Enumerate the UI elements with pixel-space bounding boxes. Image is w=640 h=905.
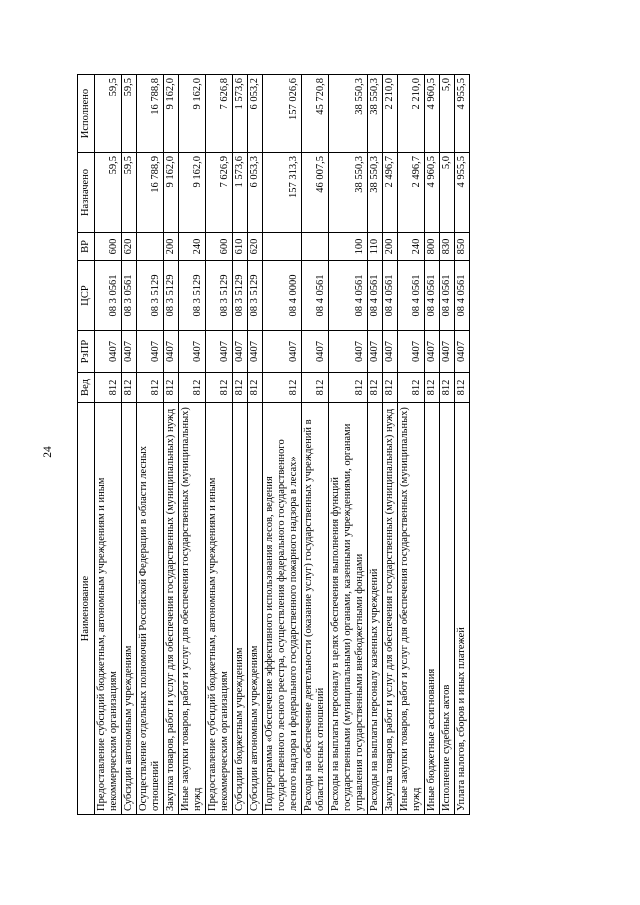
cell-vr: 620 <box>248 233 263 261</box>
cell-rzpr: 0407 <box>263 331 302 373</box>
table-row <box>329 75 368 815</box>
cell-vr: 600 <box>95 233 122 261</box>
cell-csr: 08 3 0561 <box>95 261 122 331</box>
table-row <box>425 75 440 815</box>
cell-planned: 46 007,5 <box>302 153 329 233</box>
cell-rzpr: 0407 <box>440 331 455 373</box>
cell-planned: 4 955,5 <box>455 153 470 233</box>
cell-ved: 812 <box>302 373 329 403</box>
cell-rzpr: 0407 <box>137 331 164 373</box>
cell-ved: 812 <box>425 373 440 403</box>
cell-vr: 240 <box>398 233 425 261</box>
table-row <box>440 75 455 815</box>
cell-name: Иные бюджетные ассигнования <box>425 403 440 815</box>
cell-csr: 08 3 5129 <box>164 261 179 331</box>
cell-rzpr: 0407 <box>398 331 425 373</box>
table-row <box>398 75 425 815</box>
cell-executed: 1 573,6 <box>233 75 248 153</box>
cell-executed: 5,0 <box>440 75 455 153</box>
cell-name: Расходы на выплаты персоналу в целях обеспечения выполнения функций государственными (муниципальными) органами, казенными учреждениями, органами управления государственными внебюджетными фондами <box>329 403 368 815</box>
table-row <box>164 75 179 815</box>
cell-ved: 812 <box>263 373 302 403</box>
cell-planned: 7 626,9 <box>206 153 233 233</box>
cell-vr <box>263 233 302 261</box>
cell-name: Расходы на обеспечение деятельности (оказание услуг) государственных учреждений в области лесных отношений <box>302 403 329 815</box>
table-row <box>455 75 470 815</box>
cell-csr: 08 4 0561 <box>302 261 329 331</box>
cell-planned: 5,0 <box>440 153 455 233</box>
cell-planned: 2 496,7 <box>398 153 425 233</box>
cell-name: Субсидии автономным учреждениям <box>248 403 263 815</box>
cell-csr: 08 4 0000 <box>263 261 302 331</box>
cell-planned: 38 550,3 <box>329 153 368 233</box>
cell-name: Предоставление субсидий бюджетным, автономным учреждениям и иным некоммерческим организациям <box>95 403 122 815</box>
header-name: Наименование <box>78 403 95 815</box>
cell-executed: 38 550,3 <box>368 75 383 153</box>
cell-planned: 59,5 <box>95 153 122 233</box>
cell-executed: 59,5 <box>122 75 137 153</box>
cell-rzpr: 0407 <box>425 331 440 373</box>
table-header-row <box>78 75 95 815</box>
header-vr: ВР <box>78 233 95 261</box>
cell-csr: 08 3 5129 <box>248 261 263 331</box>
cell-ved: 812 <box>95 373 122 403</box>
cell-name: Расходы на выплаты персоналу казенных учреждений <box>368 403 383 815</box>
cell-name: Закупка товаров, работ и услуг для обеспечения государственных (муниципальных) нужд <box>383 403 398 815</box>
cell-name: Предоставление субсидий бюджетным, автономным учреждениям и иным некоммерческим организациям <box>206 403 233 815</box>
cell-name: Осуществление отдельных полномочий Российской Федерации в области лесных отношений <box>137 403 164 815</box>
cell-csr: 08 3 5129 <box>206 261 233 331</box>
cell-executed: 59,5 <box>95 75 122 153</box>
cell-executed: 9 162,0 <box>179 75 206 153</box>
cell-name: Уплата налогов, сборов и иных платежей <box>455 403 470 815</box>
cell-planned: 16 788,9 <box>137 153 164 233</box>
cell-planned: 1 573,6 <box>233 153 248 233</box>
table-row <box>206 75 233 815</box>
page-number: 24 <box>42 446 54 458</box>
cell-vr: 100 <box>329 233 368 261</box>
header-rzpr: РзПР <box>78 331 95 373</box>
table-row <box>263 75 302 815</box>
cell-ved: 812 <box>233 373 248 403</box>
cell-vr: 600 <box>206 233 233 261</box>
cell-planned: 38 550,3 <box>368 153 383 233</box>
cell-executed: 38 550,3 <box>329 75 368 153</box>
header-executed: Исполнено <box>78 75 95 153</box>
cell-vr: 800 <box>425 233 440 261</box>
cell-vr: 850 <box>455 233 470 261</box>
cell-rzpr: 0407 <box>164 331 179 373</box>
cell-executed: 45 720,8 <box>302 75 329 153</box>
cell-csr: 08 4 0561 <box>440 261 455 331</box>
cell-rzpr: 0407 <box>95 331 122 373</box>
table-row <box>122 75 137 815</box>
cell-executed: 7 626,8 <box>206 75 233 153</box>
cell-ved: 812 <box>122 373 137 403</box>
cell-planned: 9 162,0 <box>179 153 206 233</box>
cell-csr: 08 4 0561 <box>329 261 368 331</box>
cell-ved: 812 <box>455 373 470 403</box>
cell-csr: 08 4 0561 <box>455 261 470 331</box>
cell-csr: 08 3 5129 <box>233 261 248 331</box>
cell-ved: 812 <box>329 373 368 403</box>
cell-planned: 9 162,0 <box>164 153 179 233</box>
cell-vr: 200 <box>164 233 179 261</box>
cell-name: Иные закупки товаров, работ и услуг для обеспечения государственных (муниципальных) нужд <box>179 403 206 815</box>
cell-csr: 08 4 0561 <box>368 261 383 331</box>
cell-name: Подпрограмма «Обеспечение эффективного использования лесов, ведения государственного лесного реестра, осуществления федерального государственного лесного надзора и федерального государственного пожарного надзора в лесах» <box>263 403 302 815</box>
cell-executed: 2 210,0 <box>383 75 398 153</box>
header-ved: Вед <box>78 373 95 403</box>
table-row <box>383 75 398 815</box>
cell-vr: 110 <box>368 233 383 261</box>
cell-ved: 812 <box>179 373 206 403</box>
cell-rzpr: 0407 <box>455 331 470 373</box>
cell-ved: 812 <box>368 373 383 403</box>
cell-rzpr: 0407 <box>233 331 248 373</box>
cell-executed: 4 960,5 <box>425 75 440 153</box>
cell-ved: 812 <box>206 373 233 403</box>
cell-csr: 08 3 5129 <box>179 261 206 331</box>
cell-executed: 157 026,6 <box>263 75 302 153</box>
cell-ved: 812 <box>164 373 179 403</box>
cell-csr: 08 4 0561 <box>425 261 440 331</box>
cell-ved: 812 <box>440 373 455 403</box>
cell-ved: 812 <box>398 373 425 403</box>
cell-name: Субсидии бюджетным учреждениям <box>233 403 248 815</box>
table-row <box>137 75 164 815</box>
cell-planned: 59,5 <box>122 153 137 233</box>
cell-planned: 157 313,3 <box>263 153 302 233</box>
cell-executed: 2 210,0 <box>398 75 425 153</box>
cell-vr: 830 <box>440 233 455 261</box>
cell-rzpr: 0407 <box>368 331 383 373</box>
cell-planned: 4 960,5 <box>425 153 440 233</box>
cell-executed: 9 162,0 <box>164 75 179 153</box>
cell-vr: 620 <box>122 233 137 261</box>
cell-vr: 240 <box>179 233 206 261</box>
cell-name: Субсидии автономным учреждениям <box>122 403 137 815</box>
cell-rzpr: 0407 <box>179 331 206 373</box>
table-row <box>302 75 329 815</box>
budget-table <box>77 74 470 815</box>
cell-executed: 4 955,5 <box>455 75 470 153</box>
table-row <box>368 75 383 815</box>
table-row <box>179 75 206 815</box>
cell-executed: 16 788,8 <box>137 75 164 153</box>
table-row <box>233 75 248 815</box>
cell-name: Иные закупки товаров, работ и услуг для обеспечения государственных (муниципальных) нужд <box>398 403 425 815</box>
cell-rzpr: 0407 <box>122 331 137 373</box>
cell-csr: 08 3 0561 <box>122 261 137 331</box>
table-row <box>95 75 122 815</box>
cell-name: Закупка товаров, работ и услуг для обеспечения государственных (муниципальных) нужд <box>164 403 179 815</box>
cell-csr: 08 4 0561 <box>398 261 425 331</box>
cell-rzpr: 0407 <box>383 331 398 373</box>
cell-vr: 200 <box>383 233 398 261</box>
cell-ved: 812 <box>248 373 263 403</box>
cell-planned: 6 053,3 <box>248 153 263 233</box>
cell-vr: 610 <box>233 233 248 261</box>
cell-ved: 812 <box>137 373 164 403</box>
header-planned: Назначено <box>78 153 95 233</box>
cell-name: Исполнение судебных актов <box>440 403 455 815</box>
cell-ved: 812 <box>383 373 398 403</box>
cell-vr <box>302 233 329 261</box>
cell-executed: 6 053,2 <box>248 75 263 153</box>
table-row <box>248 75 263 815</box>
header-csr: ЦСР <box>78 261 95 331</box>
cell-rzpr: 0407 <box>206 331 233 373</box>
cell-planned: 2 496,7 <box>383 153 398 233</box>
cell-rzpr: 0407 <box>329 331 368 373</box>
cell-csr: 08 3 5129 <box>137 261 164 331</box>
cell-csr: 08 4 0561 <box>383 261 398 331</box>
cell-rzpr: 0407 <box>248 331 263 373</box>
cell-rzpr: 0407 <box>302 331 329 373</box>
cell-vr <box>137 233 164 261</box>
